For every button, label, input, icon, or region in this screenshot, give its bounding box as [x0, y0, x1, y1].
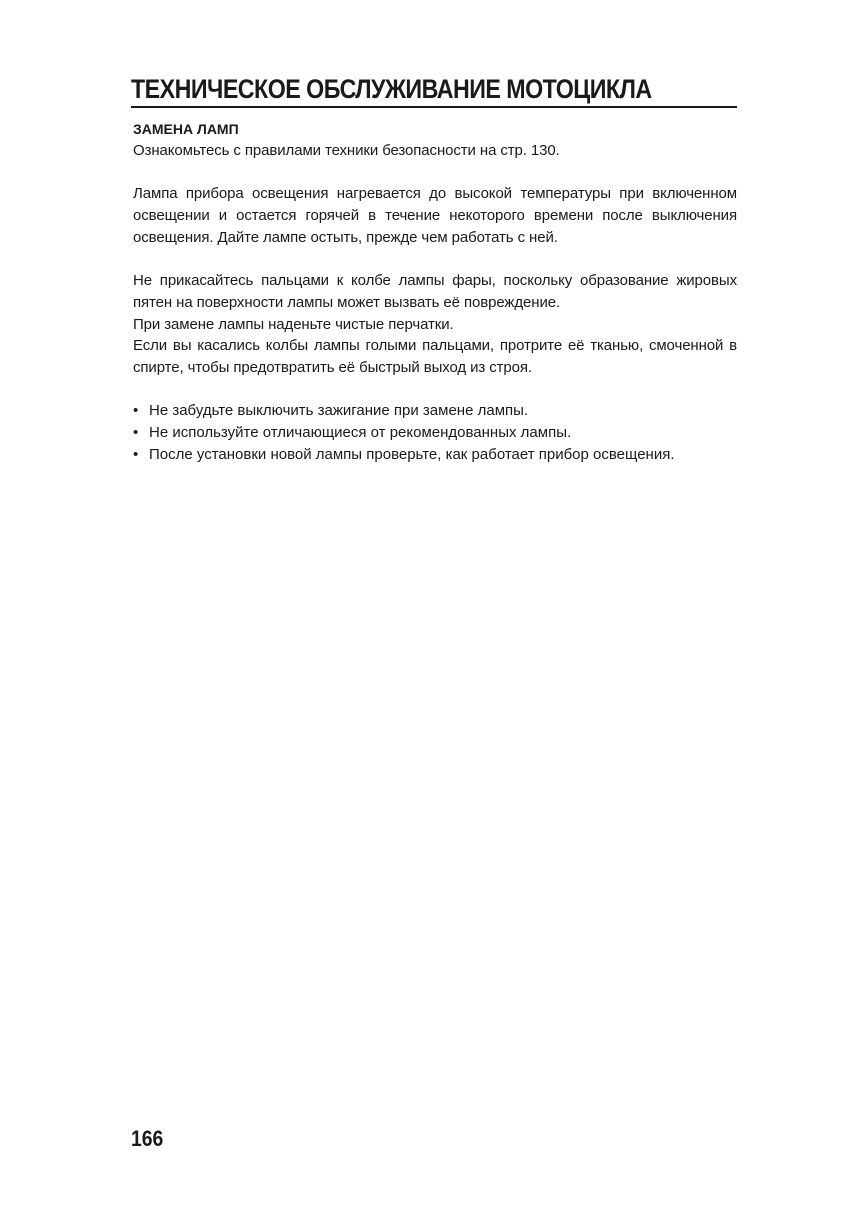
touch-warning-paragraph: Не прикасайтесь пальцами к колбе лампы фары, поскольку образование жировых пятен на поверхности лампы может вызвать её повреждение. — [133, 272, 737, 311]
list-item — [133, 422, 737, 444]
list-item — [133, 444, 737, 466]
section-heading: ЗАМЕНА ЛАМП — [133, 121, 239, 137]
bullet-icon: • — [133, 402, 139, 420]
bullet-icon: • — [133, 445, 139, 463]
list-item-text: Не забудьте выключить зажигание при замене лампы. — [149, 402, 529, 420]
page-number: 166 — [131, 1126, 164, 1151]
list-item-text: Не используйте отличающиеся от рекомендованных лампы. — [149, 424, 572, 442]
list-item-text: После установки новой лампы проверьте, как работает прибор освещения. — [149, 445, 675, 463]
cleaning-paragraph: Если вы касались колбы лампы голыми пальцами, протрите её тканью, смоченной в спирте, чтобы предотвратить её быстрый выход из строя. — [133, 337, 737, 376]
paragraph-spacer — [133, 162, 737, 184]
paragraph-spacer — [133, 379, 737, 401]
precautions-list — [133, 400, 737, 465]
paragraph-spacer — [133, 249, 737, 271]
safety-reference-note: Ознакомьтесь с правилами техники безопасности на стр. 130. — [133, 142, 560, 159]
section-content — [133, 118, 737, 466]
page-title: ТЕХНИЧЕСКОЕ ОБСЛУЖИВАНИЕ МОТОЦИКЛА — [131, 74, 652, 104]
bullet-icon: • — [133, 424, 139, 442]
list-item — [133, 400, 737, 422]
heat-warning-paragraph: Лампа прибора освещения нагревается до высокой температуры при включенном освещении и остается горячей в течение некоторого времени после выключения освещения. Дайте лампе остыть, прежде чем работать с ней. — [133, 185, 737, 246]
gloves-paragraph: При замене лампы наденьте чистые перчатки. — [133, 315, 454, 333]
title-divider — [131, 106, 737, 108]
